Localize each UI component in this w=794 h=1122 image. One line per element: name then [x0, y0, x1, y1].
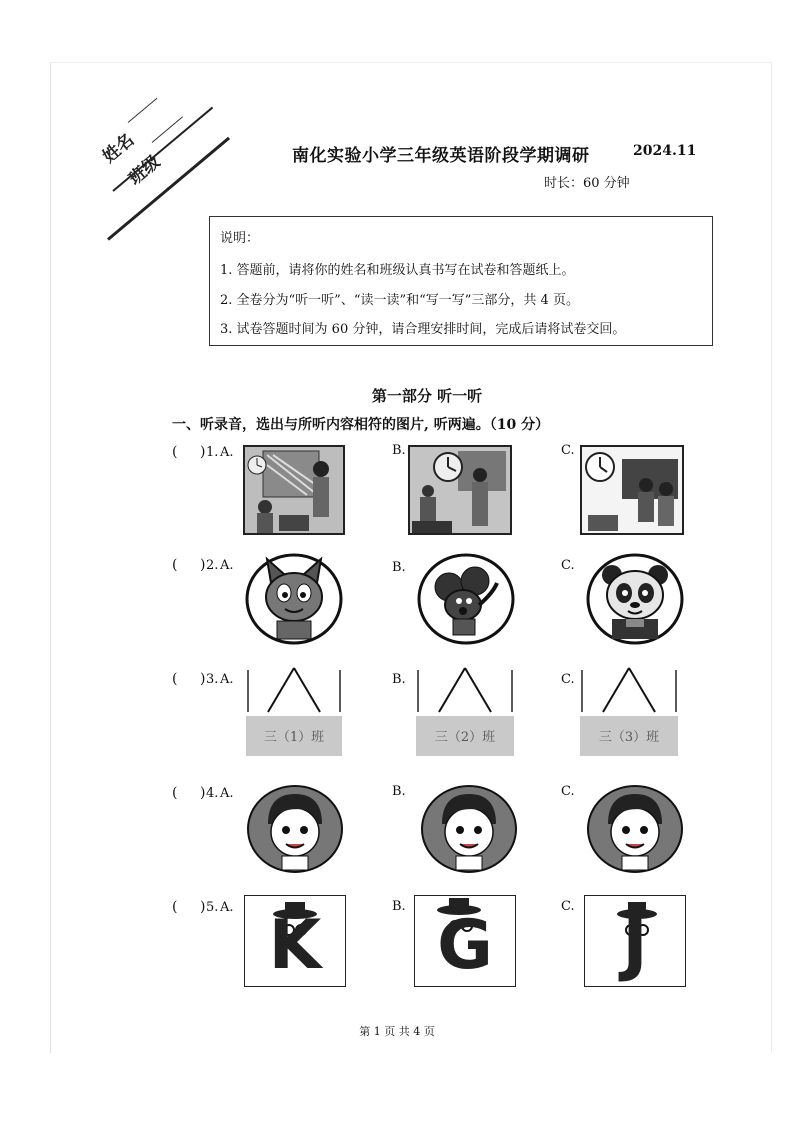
- page-footer: 第 1 页 共 4 页: [359, 1025, 435, 1038]
- clock-teacher-icon[interactable]: [408, 445, 512, 535]
- option-b[interactable]: B.: [392, 899, 406, 914]
- mouse-icon[interactable]: [417, 553, 515, 645]
- letter-j: J: [622, 906, 648, 985]
- letter-g: G: [437, 906, 493, 985]
- exam-title: 南化实验小学三年级英语阶段学期调研: [292, 146, 590, 166]
- class-sign-text: 三（1）班: [263, 730, 325, 745]
- boy-face-icon[interactable]: [586, 784, 684, 874]
- answer-paren-close: ): [200, 444, 206, 460]
- clock-classroom-icon[interactable]: [243, 445, 345, 535]
- option-a[interactable]: A.: [220, 558, 234, 573]
- option-c[interactable]: C.: [561, 672, 575, 687]
- letter-k: K: [268, 906, 322, 985]
- option-c[interactable]: C.: [561, 899, 575, 914]
- letter-j-icon[interactable]: [584, 895, 686, 987]
- class-sign-icon[interactable]: [416, 664, 514, 758]
- class-sign-icon[interactable]: [246, 664, 342, 758]
- letter-k-icon[interactable]: [244, 895, 346, 987]
- option-a[interactable]: A.: [220, 786, 234, 801]
- part-title: 第一部分 听一听: [371, 387, 483, 405]
- answer-paren-close: ): [200, 671, 206, 687]
- question-number: 3.: [206, 672, 219, 687]
- instruction-line: 1. 答题前，请将你的姓名和班级认真书写在试卷和答题纸上。: [220, 263, 575, 278]
- class-sign-text: 三（3）班: [598, 730, 660, 745]
- instruction-line: 2. 全卷分为“听一听”、“读一读”和“写一写”三部分，共 4 页。: [220, 293, 579, 308]
- exam-duration: 时长：60 分钟: [544, 176, 630, 191]
- boy-face-icon[interactable]: [420, 784, 518, 874]
- answer-paren-close: ): [200, 899, 206, 915]
- boy-face-icon[interactable]: [246, 784, 344, 874]
- answer-paren: (: [172, 671, 178, 687]
- instructions-box: [209, 216, 713, 346]
- option-b[interactable]: B.: [392, 560, 406, 575]
- answer-paren-close: ): [200, 557, 206, 573]
- question-number: 1.: [206, 445, 219, 460]
- option-c[interactable]: C.: [561, 443, 575, 458]
- cat-icon[interactable]: [245, 553, 343, 645]
- option-a[interactable]: A.: [220, 672, 234, 687]
- instructions-heading: 说明：: [220, 231, 260, 246]
- question-number: 5.: [206, 900, 219, 915]
- answer-paren: (: [172, 899, 178, 915]
- option-b[interactable]: B.: [392, 784, 406, 799]
- class-sign-text: 三（2）班: [434, 730, 496, 745]
- class-label: 班级: [125, 151, 165, 190]
- option-c[interactable]: C.: [561, 784, 575, 799]
- section-instruction: 一、听录音，选出与所听内容相符的图片, 听两遍。（10 分）: [172, 417, 550, 433]
- name-label: 姓名: [99, 129, 139, 168]
- panda-icon[interactable]: [586, 553, 684, 645]
- letter-g-icon[interactable]: [414, 895, 516, 987]
- clock-family-icon[interactable]: [580, 445, 684, 535]
- question-number: 4.: [206, 786, 219, 801]
- option-b[interactable]: B.: [392, 672, 406, 687]
- option-a[interactable]: A.: [220, 900, 234, 915]
- class-sign-icon[interactable]: [580, 664, 678, 758]
- answer-paren: (: [172, 444, 178, 460]
- exam-date: 2024.11: [633, 143, 697, 159]
- instruction-line: 3. 试卷答题时间为 60 分钟，请合理安排时间，完成后请将试卷交回。: [220, 322, 626, 337]
- option-c[interactable]: C.: [561, 558, 575, 573]
- answer-paren: (: [172, 557, 178, 573]
- option-a[interactable]: A.: [220, 445, 234, 460]
- answer-paren-close: ): [200, 785, 206, 801]
- question-number: 2.: [206, 558, 219, 573]
- option-b[interactable]: B.: [392, 443, 406, 458]
- answer-paren: (: [172, 785, 178, 801]
